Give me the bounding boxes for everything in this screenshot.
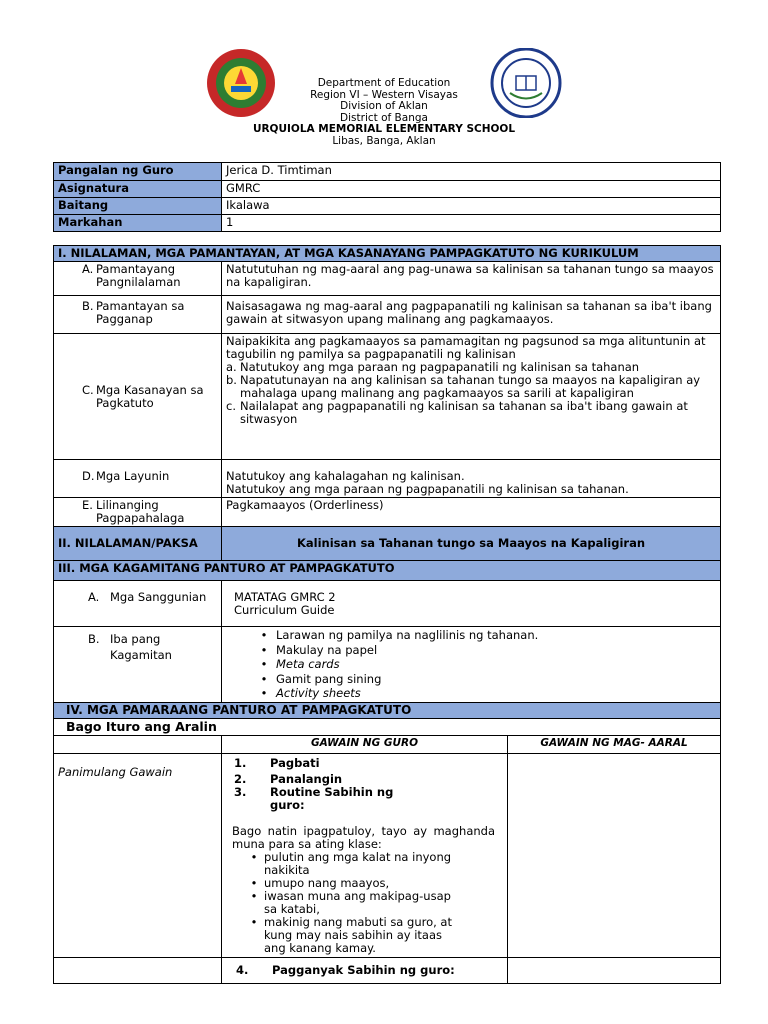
step-number: 2.	[234, 771, 247, 786]
reference-line: Curriculum Guide	[234, 603, 335, 617]
mark-c: C.	[82, 382, 94, 397]
bullet-icon: •	[260, 628, 268, 642]
list-marker: a.	[226, 360, 237, 374]
mark-b: B.	[82, 299, 94, 313]
row-label-a	[54, 262, 222, 296]
row-label-d	[54, 460, 222, 498]
mark-b: B.	[88, 632, 100, 646]
objectives	[222, 460, 721, 498]
info-value: 1	[222, 215, 721, 232]
teacher-activities	[222, 753, 508, 957]
info-label: Baitang	[54, 198, 222, 215]
values: Pagkamaayos (Orderliness)	[222, 498, 721, 527]
info-value: Ikalawa	[222, 198, 721, 215]
material-item: Makulay na papel	[276, 642, 378, 657]
list-item: Napatutunayan na ang kalinisan sa tahanan tungo sa maayos na kapaligiran ay mahalaga upang malinang ang pagkamaayos sa sarili at kapaligiran	[240, 373, 701, 400]
info-label: Asignatura	[54, 181, 222, 198]
col-header-teacher: GAWAIN NG GURO	[222, 735, 508, 753]
step-number: 3.	[234, 784, 247, 799]
routine-item: makinig nang mabuti sa guro, at kung may nais sabihin ay itaas ang kanang kamay.	[264, 914, 452, 955]
student-activities	[508, 753, 721, 957]
empty-label-cell	[54, 957, 222, 983]
materials-list	[222, 627, 721, 703]
routine-item: umupo nang maayos,	[264, 875, 390, 890]
step-number: 1.	[234, 755, 247, 770]
bullet-icon: •	[250, 914, 258, 929]
step-number: 4.	[236, 962, 249, 977]
step-text: Panalangin	[270, 771, 343, 786]
routine-item: iwasan muna ang makipag-usap sa katabi,	[264, 888, 451, 916]
mark-e: E.	[82, 498, 93, 512]
info-value: Jerica D. Timtiman	[222, 163, 721, 181]
row-label-e	[54, 498, 222, 527]
mark-a: A.	[82, 262, 94, 276]
label-text: Iba pang Kagamitan	[110, 632, 172, 662]
bullet-icon: •	[250, 888, 258, 903]
teacher-info-table	[53, 162, 721, 232]
document-header	[0, 78, 768, 147]
info-label: Markahan	[54, 215, 222, 232]
mark-d: D.	[82, 469, 95, 483]
row-label-b	[54, 296, 222, 334]
row-label-references	[54, 581, 222, 627]
intro-paragraph: Bago natin ipagpatuloy, tayo ay maghanda muna para sa ating klase:	[232, 823, 495, 851]
lesson-topic: Kalinisan sa Tahanan tungo sa Maayos na Kapaligiran	[222, 527, 721, 561]
reference-line: MATATAG GMRC 2	[234, 590, 336, 604]
mark-a: A.	[88, 590, 100, 604]
material-item: Larawan ng pamilya na naglilinis ng tahanan.	[276, 628, 539, 642]
lesson-plan-table	[53, 245, 721, 984]
label-text: Mga Sanggunian	[110, 590, 207, 604]
objective-line: Natutukoy ang kahalagahan ng kalinisan.	[226, 469, 465, 483]
list-marker: c.	[226, 399, 236, 413]
section-1-title: I. NILALAMAN, MGA PAMANTAYAN, AT MGA KASANAYANG PAMPAGKATUTO NG KURIKULUM	[54, 246, 721, 262]
section-4-title: IV. MGA PAMARAANG PANTURO AT PAMPAGKATUTO	[54, 702, 721, 718]
row-label-c	[54, 334, 222, 460]
material-item: Meta cards	[276, 657, 340, 671]
district-name: District of Banga	[340, 111, 428, 124]
references	[222, 581, 721, 627]
list-item: Natutukoy ang mga paraan ng pagpapanatili ng kalinisan sa tahanan	[240, 360, 640, 374]
bullet-icon: •	[250, 849, 258, 864]
col-header-student: GAWAIN NG MAG- AARAL	[508, 735, 721, 753]
list-marker: b.	[226, 373, 237, 387]
section-4-subtitle: Bago Ituro ang Aralin	[54, 718, 721, 735]
step-text: Pagbati	[270, 755, 320, 770]
label-text: Pamantayang Pangnilalaman	[96, 262, 181, 289]
section-2-title: II. NILALAMAN/PAKSA	[54, 527, 222, 561]
dept-name: Department of Education	[317, 77, 451, 89]
competency-intro: Naipakikita ang pagkamaayos sa pamamagitan ng pagsunod sa mga alituntunin at tagubilin ng pamilya sa pagpapanatili ng kalinisan	[226, 334, 706, 361]
bullet-icon: •	[260, 671, 268, 686]
list-item: Nailalapat ang pagpapanatili ng kalinisan sa tahanan sa iba't ibang gawain at sitwasyon	[240, 399, 688, 426]
performance-standard: Naisasagawa ng mag-aaral ang pagpapanatili ng kalinisan sa tahanan sa iba't ibang gawain at sitwasyon upang malinang ang pagkamaayos.	[222, 296, 721, 334]
empty-header-cell	[54, 735, 222, 753]
step-text: Routine Sabihin ng guro:	[270, 784, 394, 812]
row-label-intro-activity: Panimulang Gawain	[54, 753, 222, 957]
step-text: Pagganyak Sabihin ng guro:	[272, 962, 455, 977]
division-name: Division of Aklan	[340, 100, 428, 112]
label-text: Mga Layunin	[96, 469, 170, 483]
content-standard: Natututuhan ng mag-aaral ang pag-unawa sa kalinisan sa tahanan tungo sa maayos na kapaligiran.	[222, 262, 721, 296]
school-address: Libas, Banga, Aklan	[332, 134, 436, 147]
material-item: Gamit pang sining	[276, 671, 382, 686]
bullet-icon: •	[250, 875, 258, 890]
label-text: Mga Kasanayan sa Pagkatuto	[96, 382, 204, 410]
label-text: Pamantayan sa Pagganap	[96, 299, 185, 326]
routine-item: pulutin ang mga kalat na inyong nakikita	[264, 849, 452, 877]
region-name: Region VI – Western Visayas	[310, 88, 458, 101]
info-label: Pangalan ng Guro	[54, 163, 222, 181]
bullet-icon: •	[260, 686, 268, 700]
school-name: URQUIOLA MEMORIAL ELEMENTARY SCHOOL	[252, 123, 516, 135]
material-item: Activity sheets	[276, 686, 361, 700]
learning-competencies	[222, 334, 721, 460]
objective-line: Natutukoy ang mga paraan ng pagpapanatili ng kalinisan sa tahanan.	[226, 482, 629, 496]
motivation-step	[222, 957, 508, 983]
section-3-title: III. MGA KAGAMITANG PANTURO AT PAMPAGKATUTO	[54, 561, 721, 581]
bullet-icon: •	[260, 642, 268, 657]
label-text: Lilinanging Pagpapahalaga	[96, 498, 185, 525]
bullet-icon: •	[260, 657, 268, 671]
student-activities	[508, 957, 721, 983]
row-label-materials	[54, 627, 222, 703]
info-value: GMRC	[222, 181, 721, 198]
